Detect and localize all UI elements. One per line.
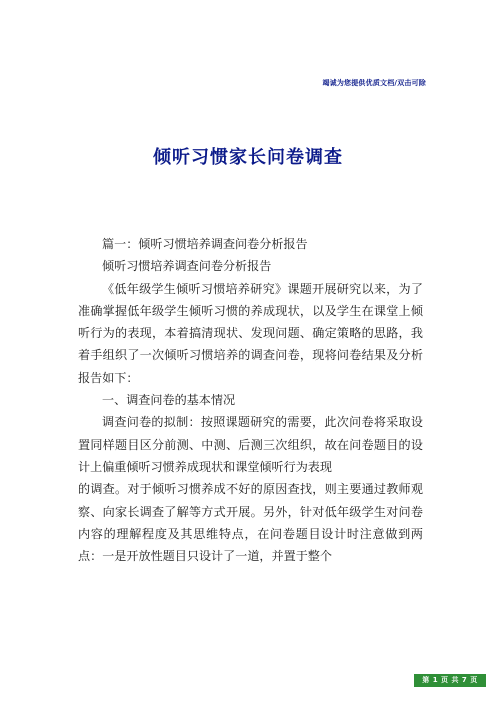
- paragraph-section-heading: 篇一：倾听习惯培养调查问卷分析报告: [102, 237, 308, 251]
- document-body: [78, 233, 423, 567]
- paragraph-questionnaire-design: 调查问卷的拟制：按照课题研究的需要，此次问卷将采取设置同样题目区分前测、中测、后测三次组织，故在问卷题目的设计上偏重倾听习惯养成现状和课堂倾听行为表现: [78, 415, 423, 474]
- document-title: 倾听习惯家长问卷调查: [153, 147, 343, 168]
- page-number-badge: 第 1 页 共 7 页: [414, 674, 486, 687]
- paragraph-continuation: 的调查。对于倾听习惯养成不好的原因查找，则主要通过教师观察、向家长调查了解等方式开展。另外，针对低年级学生对问卷内容的理解程度及其思维特点，在问卷题目设计时注意做到两点：一是开放性题目只设计了一道，并置于整个: [78, 482, 423, 564]
- header-note: 竭诚为您提供优质文档/双击可除: [322, 79, 426, 87]
- paragraph-report-title: 倾听习惯培养调查问卷分析报告: [102, 259, 272, 274]
- paragraph-subheading-basic-info: 一、调查问卷的基本情况: [102, 393, 236, 408]
- paragraph-intro: 《低年级学生倾听习惯培养研究》课题开展研究以来，为了准确掌握低年级学生倾听习惯的养成现状，以及学生在课堂上倾听行为的表现，本着搞清现状、发现问题、确定策略的思路，我着手组织了一次倾听习惯培养的调查问卷，现将问卷结果及分析报告如下：: [78, 281, 423, 385]
